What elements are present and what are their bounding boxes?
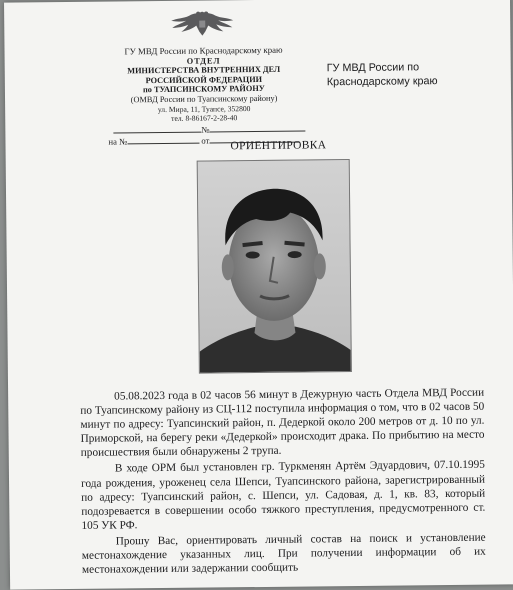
authority-line: по ТУАПСИНСКОМУ РАЙОНУ (142, 84, 265, 95)
authority-line: (ОМВД России по Туапсинскому району) (130, 93, 278, 105)
on-number-label: на № (108, 136, 128, 147)
authority-phone: тел. 8-86167-2-28-40 (171, 113, 238, 124)
suspect-photo (197, 159, 352, 374)
orientation-body (80, 386, 486, 579)
issuing-authority-block (89, 45, 318, 124)
document-title: ОРИЕНТИРОВКА (230, 139, 327, 153)
incident-paragraph: 05.08.2023 года в 02 часов 56 минут в Дежурную часть Отдела МВД России по Туапсинскому району из СЦ-112 поступила информация о том, что в 02 часов 50 минут по адресу: Туапсинский район, п. Дедеркой около 200 метров от д. 10 по ул. Приморской, на берегу реки «Дедеркой» происходит драка. По прибытию на место происшествия были обнаружены 2 трупа. (80, 386, 485, 460)
portrait-image (198, 160, 351, 373)
from-label: от (201, 135, 210, 146)
authority-address: ул. Мира, 11, Туапсе, 352800 (157, 103, 251, 114)
suspect-paragraph: В ходе ОРМ был установлен гр. Туркменян Артём Эдуардович, 07.10.1995 года рождения, уроженец села Шепси, Туапсинского района, зарегистрированный по адресу: Туапсинский район, с. Шепси, ул. Садовая, д. 1, кв. 83, который подозревается в совершении особо тяжкого преступления, предусмотренного ст. 105 УК РФ. (80, 459, 486, 532)
authority-line: РОССИЙСКОЙ ФЕДЕРАЦИИ (145, 74, 263, 85)
addressee: ГУ МВД России по Краснодарскому краю (326, 61, 438, 89)
document-page (4, 0, 513, 590)
request-paragraph: Прошу Вас, ориентировать личный состав на поиск и установление местонахождение указанных лиц. При получении информации об их местонахождении или задержании сообщить (81, 531, 486, 576)
double-headed-eagle-emblem (167, 7, 237, 38)
number-label: № (201, 124, 210, 135)
authority-line: ГУ МВД России по Краснодарскому краю (124, 44, 283, 57)
authority-line: МИНИСТЕРСТВА ВНУТРЕННИХ ДЕЛ (127, 64, 281, 76)
authority-line: ОТДЕЛ (186, 55, 221, 66)
